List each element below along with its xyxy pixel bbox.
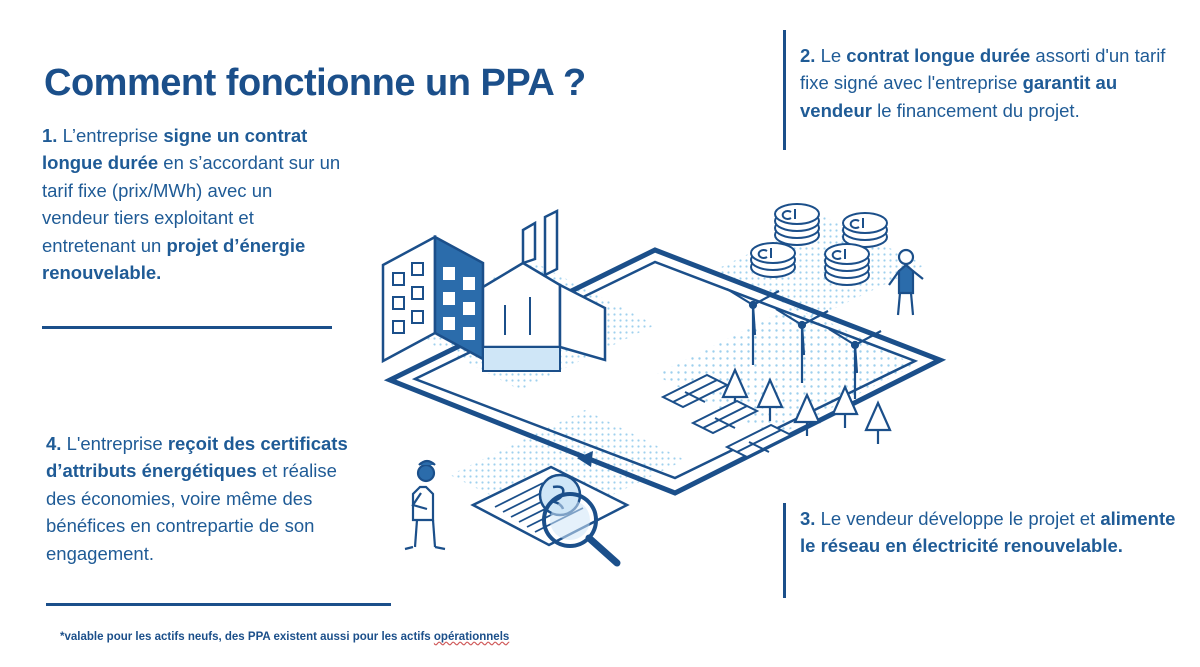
step-2-body: Le contrat longue durée assorti d'un tarif fixe signé avec l'entreprise garantit au vendeur le financement du projet.	[800, 45, 1166, 121]
footnote-highlight: opérationnels	[433, 631, 510, 643]
ppa-isometric-diagram	[355, 175, 975, 605]
step-1-number: 1.	[42, 125, 58, 146]
page-title: Comment fonctionne un PPA ?	[44, 62, 586, 105]
step-1-body: L’entreprise signe un contrat longue durée en s’accordant sur un tarif fixe (prix/MWh) avec un vendeur tiers exploitant et entretenant un projet d’énergie renouvelable.	[42, 125, 341, 283]
step-3-number: 3.	[800, 508, 816, 529]
ground-patch-top-right	[715, 217, 925, 318]
footnote	[60, 631, 509, 643]
step-1-divider	[42, 326, 332, 329]
analyst-person-icon	[405, 461, 445, 549]
step-2-divider	[783, 30, 786, 150]
step-2-text	[800, 42, 1172, 124]
step-3-body: Le vendeur développe le projet et alimente le réseau en électricité renouvelable.	[800, 508, 1176, 557]
step-4-number: 4.	[46, 433, 62, 454]
step-2-number: 2.	[800, 45, 816, 66]
step-1-text	[42, 122, 342, 286]
step-4-text	[46, 430, 356, 567]
footnote-prefix: *valable pour les actifs neufs, des PPA existent aussi pour les actifs	[60, 631, 434, 643]
step-4-divider	[46, 603, 391, 606]
step-4-body: L'entreprise reçoit des certificats d’attributs énergétiques et réalise des économies, voire même des bénéfices en contrepartie de son engagement.	[46, 433, 348, 564]
